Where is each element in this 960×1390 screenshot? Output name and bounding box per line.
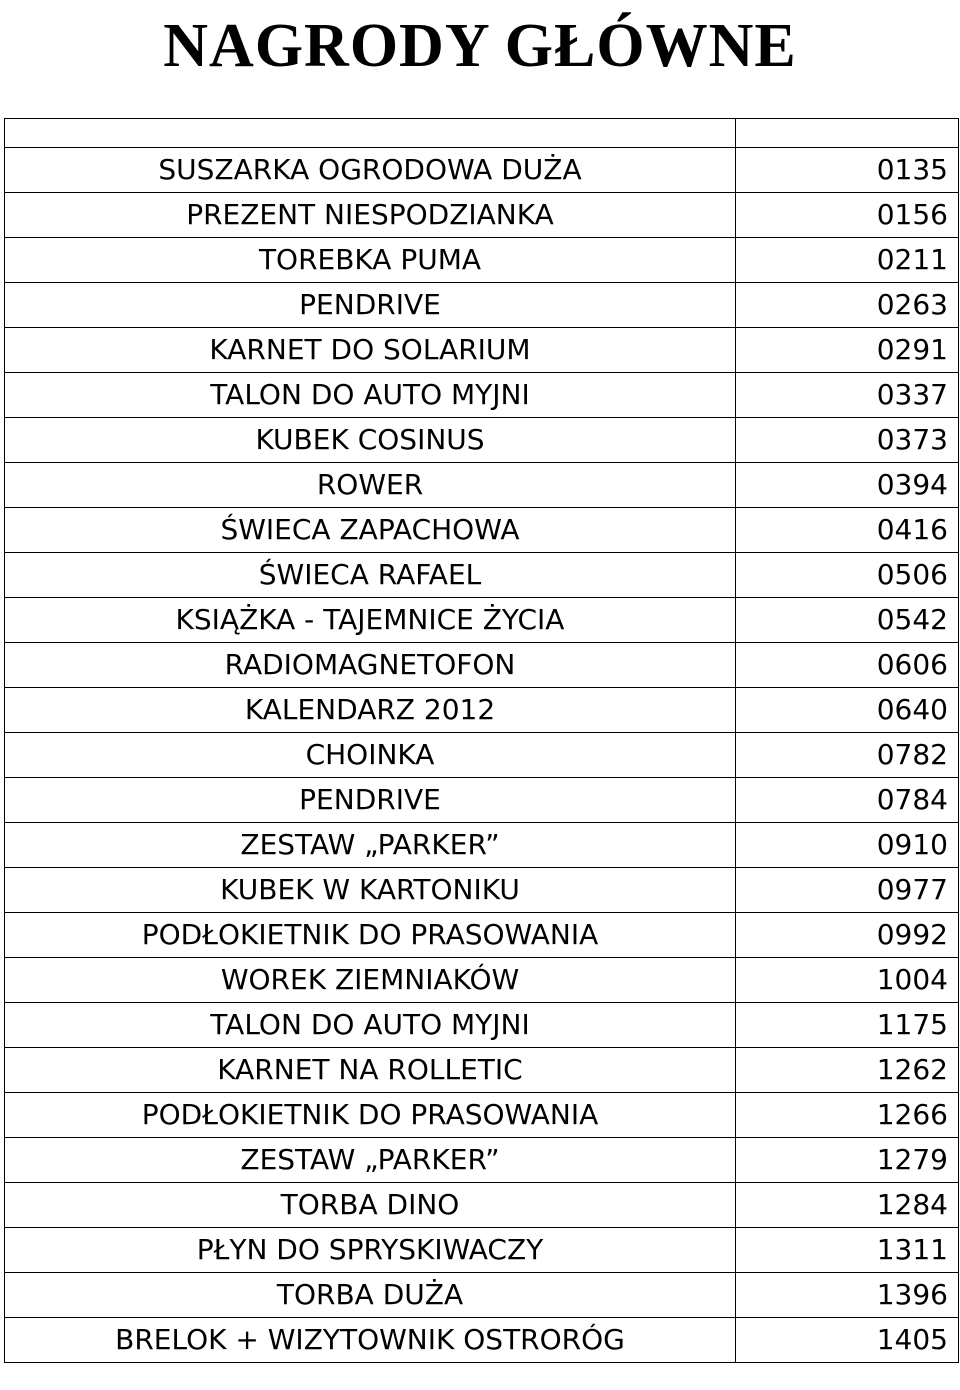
empty-cell — [736, 119, 959, 148]
empty-cell — [5, 119, 736, 148]
prize-number: 1266 — [736, 1093, 959, 1138]
prize-number: 0977 — [736, 868, 959, 913]
prize-number: 1279 — [736, 1138, 959, 1183]
prize-name: WOREK ZIEMNIAKÓW — [5, 958, 736, 1003]
prize-number: 1311 — [736, 1228, 959, 1273]
table-row — [5, 283, 959, 328]
table-row — [5, 1183, 959, 1228]
prize-number: 1175 — [736, 1003, 959, 1048]
table-row — [5, 1048, 959, 1093]
prize-name: PENDRIVE — [5, 778, 736, 823]
prize-name: TALON DO AUTO MYJNI — [5, 1003, 736, 1048]
table-row — [5, 1093, 959, 1138]
prize-number: 0263 — [736, 283, 959, 328]
table-row — [5, 508, 959, 553]
prize-name: PENDRIVE — [5, 283, 736, 328]
table-row — [5, 913, 959, 958]
prize-name: ROWER — [5, 463, 736, 508]
table-row — [5, 193, 959, 238]
table-row — [5, 1138, 959, 1183]
prize-name: PODŁOKIETNIK DO PRASOWANIA — [5, 1093, 736, 1138]
table-row — [5, 823, 959, 868]
prize-name: PŁYN DO SPRYSKIWACZY — [5, 1228, 736, 1273]
table-row — [5, 868, 959, 913]
prize-number: 0135 — [736, 148, 959, 193]
prize-name: TORBA DINO — [5, 1183, 736, 1228]
table-row-empty — [5, 119, 959, 148]
prize-number: 0782 — [736, 733, 959, 778]
prize-number: 0156 — [736, 193, 959, 238]
prize-number: 1262 — [736, 1048, 959, 1093]
prize-number: 0606 — [736, 643, 959, 688]
prize-number: 0784 — [736, 778, 959, 823]
prizes-table — [4, 118, 959, 1363]
table-row — [5, 643, 959, 688]
prize-name: SUSZARKA OGRODOWA DUŻA — [5, 148, 736, 193]
prize-number: 0910 — [736, 823, 959, 868]
prize-number: 0291 — [736, 328, 959, 373]
prize-name: RADIOMAGNETOFON — [5, 643, 736, 688]
prizes-table-body — [5, 119, 959, 1363]
prize-number: 0416 — [736, 508, 959, 553]
prize-name: CHOINKA — [5, 733, 736, 778]
prize-name: BRELOK + WIZYTOWNIK OSTRORÓG — [5, 1318, 736, 1363]
table-row — [5, 1003, 959, 1048]
prize-name: KUBEK COSINUS — [5, 418, 736, 463]
table-row — [5, 958, 959, 1003]
prize-number: 0394 — [736, 463, 959, 508]
prize-name: KARNET NA ROLLETIC — [5, 1048, 736, 1093]
table-row — [5, 778, 959, 823]
prize-name: ZESTAW „PARKER” — [5, 1138, 736, 1183]
prize-name: ŚWIECA RAFAEL — [5, 553, 736, 598]
prize-number: 0542 — [736, 598, 959, 643]
prize-number: 0506 — [736, 553, 959, 598]
table-row — [5, 463, 959, 508]
prize-name: KARNET DO SOLARIUM — [5, 328, 736, 373]
prize-name: KUBEK W KARTONIKU — [5, 868, 736, 913]
prize-number: 0640 — [736, 688, 959, 733]
table-row — [5, 373, 959, 418]
table-row — [5, 553, 959, 598]
table-row — [5, 1318, 959, 1363]
page-title: NAGRODY GŁÓWNE — [163, 12, 797, 80]
prize-name: PODŁOKIETNIK DO PRASOWANIA — [5, 913, 736, 958]
table-row — [5, 1273, 959, 1318]
table-row — [5, 1228, 959, 1273]
prize-number: 0337 — [736, 373, 959, 418]
prize-number: 1284 — [736, 1183, 959, 1228]
table-row — [5, 733, 959, 778]
prize-name: KALENDARZ 2012 — [5, 688, 736, 733]
prize-name: ZESTAW „PARKER” — [5, 823, 736, 868]
prize-number: 0373 — [736, 418, 959, 463]
prize-number: 1405 — [736, 1318, 959, 1363]
prize-number: 0211 — [736, 238, 959, 283]
prize-name: TORBA DUŻA — [5, 1273, 736, 1318]
prize-name: ŚWIECA ZAPACHOWA — [5, 508, 736, 553]
prize-name: TOREBKA PUMA — [5, 238, 736, 283]
prize-number: 1004 — [736, 958, 959, 1003]
table-row — [5, 418, 959, 463]
table-row — [5, 148, 959, 193]
table-row — [5, 598, 959, 643]
table-row — [5, 238, 959, 283]
prize-number: 1396 — [736, 1273, 959, 1318]
prize-number: 0992 — [736, 913, 959, 958]
prize-name: KSIĄŻKA - TAJEMNICE ŻYCIA — [5, 598, 736, 643]
table-row — [5, 688, 959, 733]
prize-name: PREZENT NIESPODZIANKA — [5, 193, 736, 238]
table-row — [5, 328, 959, 373]
prize-name: TALON DO AUTO MYJNI — [5, 373, 736, 418]
